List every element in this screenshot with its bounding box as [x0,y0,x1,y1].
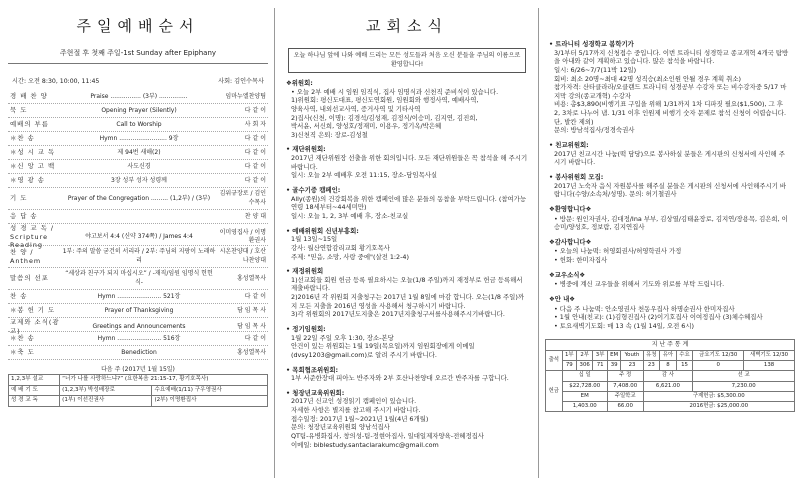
order-item: 찬 송 Hymn ....................... 521장 다 같 이 [8,290,268,304]
news-item: • 청장년교육위원회: 2017년 신교인 성경읽기 캠페인이 있습니다. 자세한 사항은 별지를 참고해 주시기 바랍니다. 접수일정: 2017년 1월~2021년 1월(4년 6개월) 문의: 청장년교육위원회 양남석집사 QT팀-유병화집사, 창의성-팀-정현아집사, 일대일제자양육-전혜정집사 이메일: biblestudy.santaclarakumc@gmail.com [286,388,484,449]
order-item: ＊축 도 Benediction 홍성열목사 [8,346,268,360]
order-item: ＊성 시 교 독 제 94번 새해(2) 다 같 이 [8,146,268,160]
column-divider [538,8,539,478]
church-news-column [282,0,532,486]
next-week-table [8,374,268,407]
order-item: 찬 양 / Anthem 1부: 주의 말씀 굳건히 서리라 / 2부: 주님의 지팡이 노래하리 시온찬양대 / 호산나찬양대 [8,246,268,268]
order-item: ＊신 앙 고 백 사도신경 다 같 이 [8,160,268,174]
news-item: • 정기임원회: 1월 22일 주일 오후 1:30, 장소-본당 안건이 있는 위원회는 1월 19일(목요일)까지 임원회장에게 이메일 (dvsy1203@gmail.com)로 알려 주시기 바랍니다. [286,324,475,359]
thanks-section-body: • 오늘의 나눔떡: 허영회권사/허영학권사 가정 • 헌화: 한미자집사 [554,247,682,265]
table-row: 1,403.00 66.00 2016헌금: $25,000.00 [546,402,795,412]
table-row: 지 난 주 통 계 [546,339,795,350]
news-item: • 봉사위원회 모집: 2017년 노숙자 음식 자원봉사를 해주실 분들은 게시판의 신청서에 사인해주시기 바랍니다(수양/소속처/성명). 문의: 허기철권사 [549,172,787,199]
thanks-section-title: ❖감사합니다❖ [549,237,592,246]
welcome-notice: 오늘 하나님 앞에 나와 예배 드리는 모든 성도들과 처음 오신 분들을 주님의 이름으로 환영합니다! [288,48,526,73]
news-item: • 재단위원회: 2017년 재단위원장 선출을 위한 회의입니다. 모든 재단위원들은 꼭 참석을 해 주시기 바랍니다. 일시: 오늘 2부 예배후 오전 11:15, 장소-담임목사실 [286,145,528,180]
news-item: • 골수기증 캠페인: Ally(종원)의 건강회복을 위한 캠페인에 많은 분들의 동참을 부탁드립니다. (참여가능연령 18세부터~44세미만) 일시: 오늘 1, 2, 3부 예배 후, 장소-친교실 [286,186,527,220]
news-item: • 예배위원회 신년부흥회: 1월 13일~15일 강사: 월산연합감리교회 황기호목사 주제: "믿음, 소망, 사랑 중에"(살전 1:2-4) [286,226,409,261]
worship-order-title: 주일예배순서 [76,17,200,35]
order-item: 응 답 송 찬 양 대 [8,210,268,224]
service-leader: 사회: 김인수목사 [218,77,264,85]
worship-subtitle: 주현절 후 첫째 주일-1st Sunday after Epiphany [8,49,268,63]
service-times-row [12,78,264,86]
members-section-title: ❖교우소식❖ [549,270,586,279]
table-row: $22,728.00 7,408.00 6,621.00 7,230.00 [546,381,795,391]
order-item: ＊영 광 송 3장 성부 성자 성령께 다 같 이 [8,174,268,188]
church-news-column-2 [545,0,795,486]
order-item: 성 경 교 독 / Scripture Reading 야고보서 4:4 (신약 374쪽) / James 4:4 이미영집사 / 이명환권사 [10,224,266,250]
guide-section-body: • 다음 주 나눔떡: 안소영권사 천동우집사 하명순권사 한미자집사 • 1월 안내(친교): (1)김형진집사 (2)이기호집사 이여정집사 (3)체수혜집사 • 토요새벽기도회: 매 13 속 (1월 14일, 오전 6시) [554,304,763,330]
order-item: ＊봉 헌 기 도 Prayer of Thanksgiving 담 임 목 사 [8,304,268,318]
service-times: 시간: 오전 8:30, 10:00, 11:45 [12,77,100,85]
weekly-stats-table [545,339,795,413]
church-news-title: 교회소식 [366,17,448,35]
table-row: 79 306 71 39 23 23 8 15 0 138 [546,360,795,370]
column-divider [274,8,275,478]
news-item: • 트라니티 성경학교 봄학기가 3/1부터 5/17까지 신청접수 중입니다. 이번 트라니티 성경학교 종교개혁 4개국 탐방을 아내와 같이 계획하고 있습니다. 많은 참석을 바랍니다. 일시: 6/26~7/7(11박 12일) 회비: 최소 20명~최대 42명 성직승(최소인원 안될 경우 계획 취소) 참가자격: 산타클라라/오클랜드 트라니티 성경공부 수강자 또는 비수강자중 5/17 마지막 강의(종교개혁) 수강자 비용: 총$3,890(비행기표 구입을 위해 1/31까지 1차 디파짓 필요($1,500), 그 후 2, 3차로 나누어 냄. 1/31 이후 인원제 비행기 숫자 문제로 참석 신청이 어렵습니다. 단, 발칸 제외) 문의: 방남석집사/정경숙권사 [549,40,789,135]
order-item: 묵 도 Opening Prayer (Silently) 다 같 이 [8,104,268,118]
worship-order-list [8,90,268,360]
members-section-body: • 병중에 계신 교우들을 위해서 기도와 위로를 부탁 드립니다. [554,280,725,289]
news-item: • 재정위원회 1)선교회들 회원 헌금 등록 필요하시는 오늘(1/8 주일)까지 재정부로 헌금 등록해서 제출바랍니다. 2)2016년 각 위원회 지출청구는 2017년 1월 8일에 마감 합니다. 오는(1/8 주일)까지 모든 지출을 2016년 영성을 사용해서 청구하시기 바랍니다. 3)각 위원회의 2017년도지출은 2017년지출청구서를사용해주시기바랍니다. [286,267,524,319]
table-row: 성 경 교 독 (1부) 이선진권사 (2부) 이명환집사 [9,396,268,407]
welcome-section-title: ❖환영합니다❖ [549,204,592,213]
table-row: 예 배 기 도 (1,2,3부) 박성배장로 수요예배(1/11) 구우영권사 [9,385,268,396]
order-item: 예배의 부름 Call to Worship 사 회 자 [8,118,268,132]
order-item: 기 도 Prayer of the Congregation ......... (1,2부) / (3부) 김위규장로 / 김인수목사 [8,188,268,210]
table-row: EM 주일학교 구제헌금: $5,300.00 [546,391,795,401]
next-week-title: 다음 주 (2017년 1월 15일) [101,366,175,374]
welcome-section-body: • 방문: 원인자권사, 김대정/Ina 부부, 김상열/김태윤장로, 김지연/장용목, 김은희, 이승미/양성호, 정보람, 김지연집사 [554,214,788,232]
news-item: • 목회협조위원회: 1부 서준한장대 피아노 반주자와 2부 호산나찬양대 오르간 반주자를 구합니다. [286,365,509,383]
guide-section-title: ❖안 내❖ [549,295,576,304]
order-item: 말씀의 선포 “세상과 친구가 되지 마십시오” / -재직/임원 임명식 헌헌식- 홍성열목사 [8,268,268,290]
order-item: ＊찬 송 Hymn ....................... 516장 다 같 이 [8,332,268,346]
news-item: ❖위원회: • 오늘 2부 예배 시 임원 임직식, 집사 임명식과 신천직 준비식이 있습니다. 1)위원회: 평신도대표, 평신도연회원, 임원회와 행정사역, 예배사역, 양육사역, 내외선교사역, 증거사역 및 기타사역 2)집사(신천, 이명): 김경석/김성재, 김정식/이승미, 김지연, 김진희, 박서윤, 서신희, 양성호/정재미, 이용우, 정기옥/박은혜 3)신천직 은퇴: 장로-김성철 [286,78,499,139]
worship-order-column [8,0,268,486]
table-row: 헌금 십 일 주 정 감 사 선 교 [546,371,795,381]
order-item: 경 배 찬 양 Praise ................ (3부) ............... 임마누엘찬양팀 [8,90,268,104]
order-item: ＊찬 송 Hymn ......................... 9장 다 같 이 [8,132,268,146]
news-item: • 친교위원회: 2017년 친교시간 나눔(떡 담당)으로 봉사하실 분들은 게시판의 신청서에 사인해 주시기 바랍니다. [549,141,785,167]
order-item: 교제와 소식(광고) Greetings and Announcements 담 임 목 사 [10,318,266,335]
table-row: 1,2,3부 설교 “너가 나를 사랑하느냐?” (요한복음 21:15-17, 황기호목사) [9,375,268,386]
table-row: 출석 1부 2부 3부 EM Youth 유청 유아 수요 금요기도 12/30 새벽기도 12/30 [546,350,795,360]
